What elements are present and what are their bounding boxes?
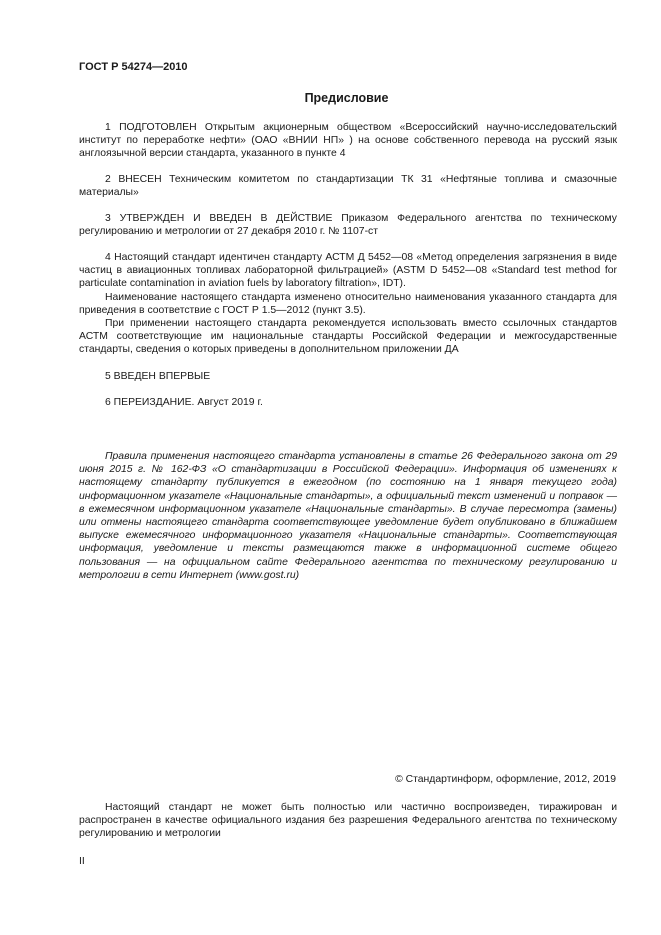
section-1-text: 1 ПОДГОТОВЛЕН Открытым акционерным обществом «Всероссийский научно-исследовательский институт по переработке нефти» (ОАО «ВНИИ НП» ) на основе собственного перевода на русский язык англоязычной версии стандарта, указанного в пункте 4 (79, 122, 617, 160)
section-5-text: 5 ВВЕДЕН ВПЕРВЫЕ (105, 371, 211, 382)
page-number: II (79, 856, 85, 867)
section-6-text: 6 ПЕРЕИЗДАНИЕ. Август 2019 г. (105, 397, 263, 408)
reproduction-notice-text: Настоящий стандарт не может быть полностью или частично воспроизведен, тиражирован и распространен в качестве официального издания без разрешения Федерального агентства по техническому регулированию и метрологии (79, 802, 617, 840)
section-2 (79, 173, 617, 199)
section-4-paragraph-1: 4 Настоящий стандарт идентичен стандарту АСТМ Д 5452—08 «Метод определения загрязнения в виде частиц в авиационных топливах лабораторной фильтрацией» (ASTM D 5452—08 «Standard test method for particulate contamination in aviation fuels by laboratory filtration», IDT). (79, 252, 617, 290)
usage-notice-text: Правила применения настоящего стандарта установлены в статье 26 Федерального закона от 29 июня 2015 г. № 162-ФЗ «О стандартизации в Российской Федерации». Информация об изменениях к настоящему стандарту публикуется в ежегодном (по состоянию на 1 января текущего года) информационном указателе «Национальные стандарты», а официальный текст изменений и поправок — в ежемесячном информационном указателе «Национальные стандарты». В случае пересмотра (замены) или отмены настоящего стандарта соответствующее уведомление будет опубликовано в ближайшем выпуске ежемесячного информационного указателя «Национальные стандарты». Соответствующая информация, уведомление и тексты размещаются также в информационной системе общего пользования — на официальном сайте Федерального агентства по техническому регулированию и метрологии в сети Интернет (www.gost.ru) (79, 451, 617, 581)
section-6 (79, 396, 617, 409)
section-3-text: 3 УТВЕРЖДЕН И ВВЕДЕН В ДЕЙСТВИЕ Приказом Федерального агентства по техническому регулированию и метрологии от 27 декабря 2010 г. № 1107-ст (79, 213, 617, 238)
section-4-paragraph-3: При применении настоящего стандарта рекомендуется использовать вместо ссылочных стандартов АСТМ соответствующие им национальные стандарты Российской Федерации и межгосударственные стандарты, сведения о которых приведены в дополнительном приложении ДА (79, 318, 617, 356)
section-5 (79, 370, 617, 383)
section-2-text: 2 ВНЕСЕН Техническим комитетом по стандартизации ТК 31 «Нефтяные топлива и смазочные материалы» (79, 174, 617, 199)
section-3 (79, 212, 617, 238)
page-title: Предисловие (304, 91, 389, 105)
copyright-line: © Стандартинформ, оформление, 2012, 2019 (395, 774, 616, 785)
usage-notice (79, 450, 617, 582)
section-1 (79, 121, 617, 161)
section-4-paragraph-2: Наименование настоящего стандарта изменено относительно наименования указанного стандарта для приведения в соответствие с ГОСТ Р 1.5—2012 (пункт 3.5). (79, 291, 617, 316)
document-code: ГОСТ Р 54274—2010 (79, 61, 188, 73)
reproduction-notice (79, 801, 617, 841)
section-4 (79, 251, 617, 357)
